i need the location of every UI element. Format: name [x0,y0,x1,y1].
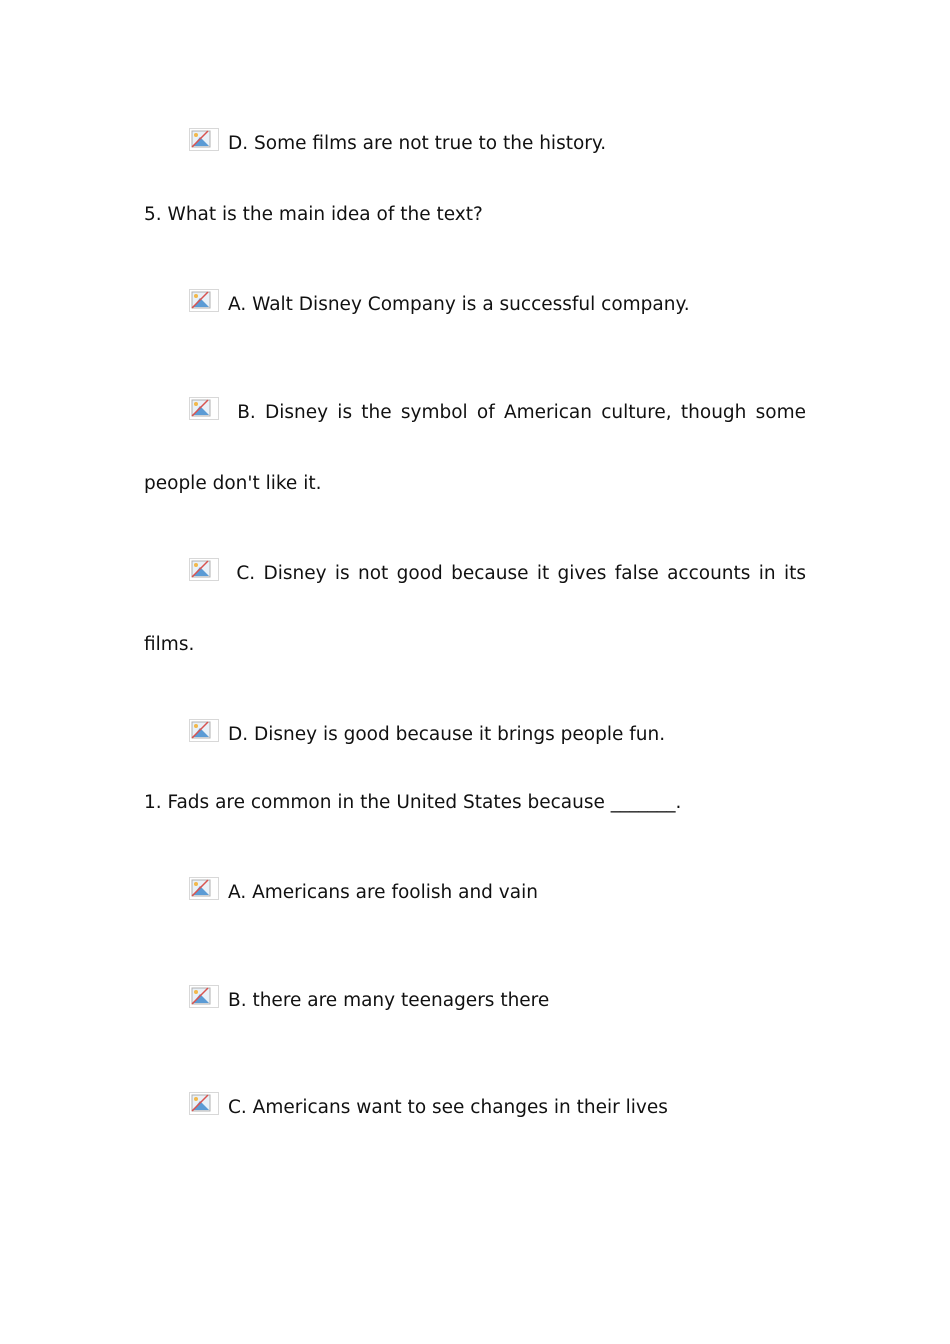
q1-option-b [189,985,806,1013]
broken-image-icon [189,289,219,312]
q1-option-a [189,877,806,905]
q5-option-c-continuation: films. [144,634,195,655]
option-text: A. Walt Disney Company is a successful company. [228,294,690,315]
option-text: D. Disney is good because it brings people fun. [228,724,666,745]
option-text: A. Americans are foolish and vain [228,882,538,903]
q5-option-c [189,558,806,586]
q5-option-d [189,719,806,747]
q5-option-a [189,289,806,317]
broken-image-icon [189,719,219,742]
broken-image-icon [189,877,219,900]
option-text: D. Some films are not true to the history. [228,133,607,154]
question-1: 1. Fads are common in the United States because _______. [144,792,682,813]
broken-image-icon [189,985,219,1008]
q1-option-c [189,1092,806,1120]
broken-image-icon [189,397,219,420]
q5-option-b [189,397,806,425]
q5-option-b-continuation: people don't like it. [144,473,322,494]
question-5: 5. What is the main idea of the text? [144,204,483,225]
broken-image-icon [189,558,219,581]
option-text: B. Disney is the symbol of American culture, though some [237,402,806,423]
option-text: C. Disney is not good because it gives false accounts in its [236,563,806,584]
broken-image-icon [189,128,219,151]
broken-image-icon [189,1092,219,1115]
option-text: C. Americans want to see changes in their lives [228,1097,668,1118]
option-text: B. there are many teenagers there [228,990,550,1011]
q4-option-d [189,128,806,156]
